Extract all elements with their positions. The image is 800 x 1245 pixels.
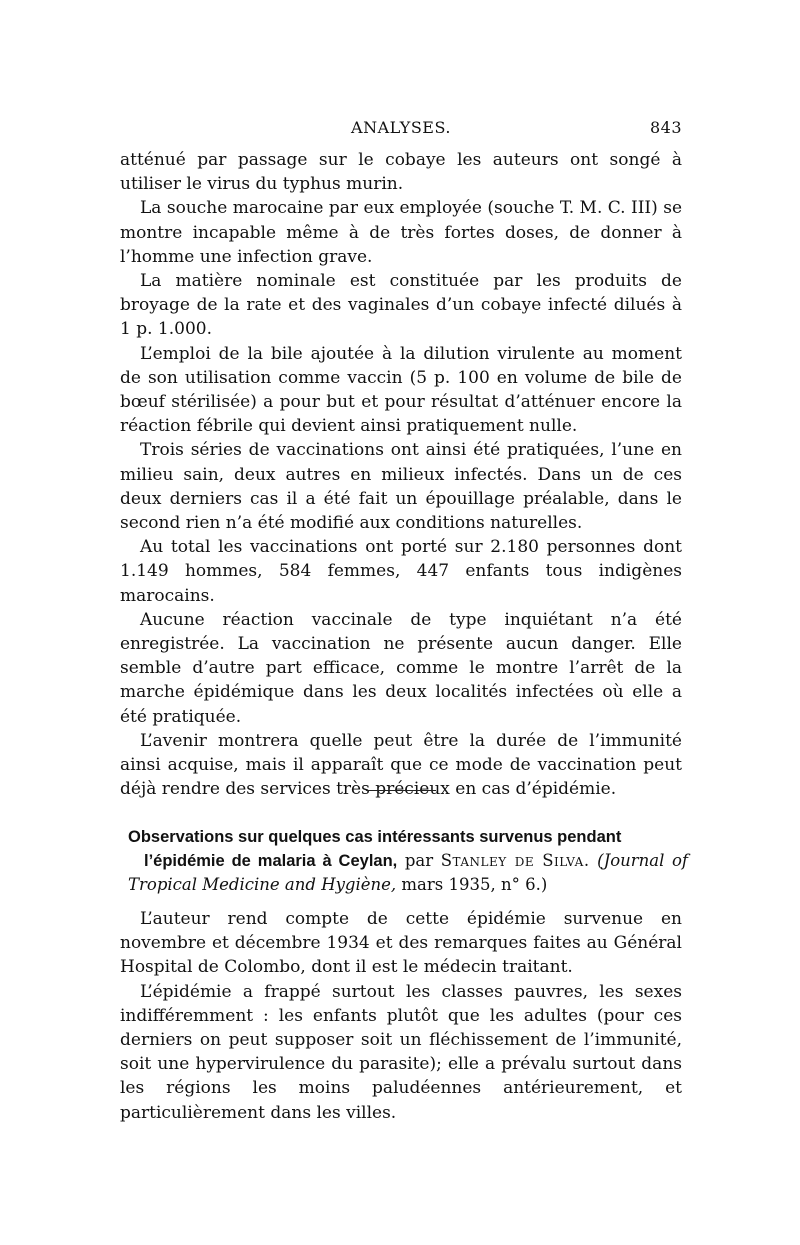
paragraph: Au total les vaccinations ont porté sur 2.180 personnes dont 1.149 hommes, 584 femmes, 447 enfants tous indigènes marocains. bbox=[120, 537, 682, 606]
running-title: ANALYSES. bbox=[351, 118, 451, 137]
running-header bbox=[120, 118, 682, 142]
article-heading bbox=[128, 825, 688, 897]
section-malaria-text bbox=[120, 907, 682, 1125]
paragraph: La souche marocaine par eux employée (souche T. M. C. III) se montre incapable même à de très fortes doses, de donner à l’homme une infection grave. bbox=[120, 198, 682, 267]
page-number: 843 bbox=[649, 118, 682, 137]
paragraph: La matière nominale est constituée par les produits de broyage de la rate et des vaginales d’un cobaye infecté dilués à 1 p. 1.000. bbox=[120, 271, 682, 340]
article-title-line1: Observations sur quelques cas intéressants survenus pendant bbox=[128, 828, 622, 846]
article-by: par bbox=[404, 851, 434, 870]
article-journal: (Journal of Tropical Medicine and Hygiène, bbox=[128, 851, 688, 894]
paragraph: L’avenir montrera quelle peut être la durée de l’immunité ainsi acquise, mais il apparaît que ce mode de vaccination peut déjà rendre des services très précieux en cas d’épidémie. bbox=[120, 730, 682, 800]
article-title-line2: l’épidémie de malaria à Ceylan, bbox=[144, 852, 398, 870]
paragraph: L’auteur rend compte de cette épidémie survenue en novembre et décembre 1934 et des remarques faites au Général Hospital de Colombo, dont il est le médecin traitant. bbox=[120, 909, 682, 978]
section-vaccination-text bbox=[120, 148, 682, 801]
article-author: Stanley de Silva. bbox=[440, 851, 590, 870]
paragraph: L’épidémie a frappé surtout les classes pauvres, les sexes indifféremment : les enfants plutôt que les adultes (pour ces derniers on peut supposer soit un fléchissement de l’immunité, soit une hypervirulence du parasite); elle a prévalu surtout dans les régions les moins paludéennes antérieurement, et particulièrement dans les villes. bbox=[120, 981, 682, 1123]
paragraph: L’emploi de la bile ajoutée à la dilution virulente au moment de son utilisation comme vaccin (5 p. 100 en volume de bile de bœuf stérilisée) a pour but et pour résultat d’atténuer encore la réaction fébrile qui devient ainsi pratiquement nulle. bbox=[120, 343, 682, 437]
section-divider bbox=[366, 790, 436, 791]
paragraph: Trois séries de vaccinations ont ainsi été pratiquées, l’une en milieu sain, deux autres en milieux infectés. Dans un de ces deux derniers cas il a été fait un épouillage préalable, dans le second rien n’a été modifié aux conditions naturelles. bbox=[120, 440, 682, 534]
paragraph: atténué par passage sur le cobaye les auteurs ont songé à utiliser le virus du typhus murin. bbox=[120, 150, 682, 195]
article-date: mars 1935, n° 6.) bbox=[401, 875, 548, 894]
paragraph: Aucune réaction vaccinale de type inquiétant n’a été enregistrée. La vaccination ne présente aucun danger. Elle semble d’autre part efficace, comme le montre l’arrêt de la marche épidémique dans les deux localités infectées où elle a été pratiquée. bbox=[120, 609, 682, 727]
